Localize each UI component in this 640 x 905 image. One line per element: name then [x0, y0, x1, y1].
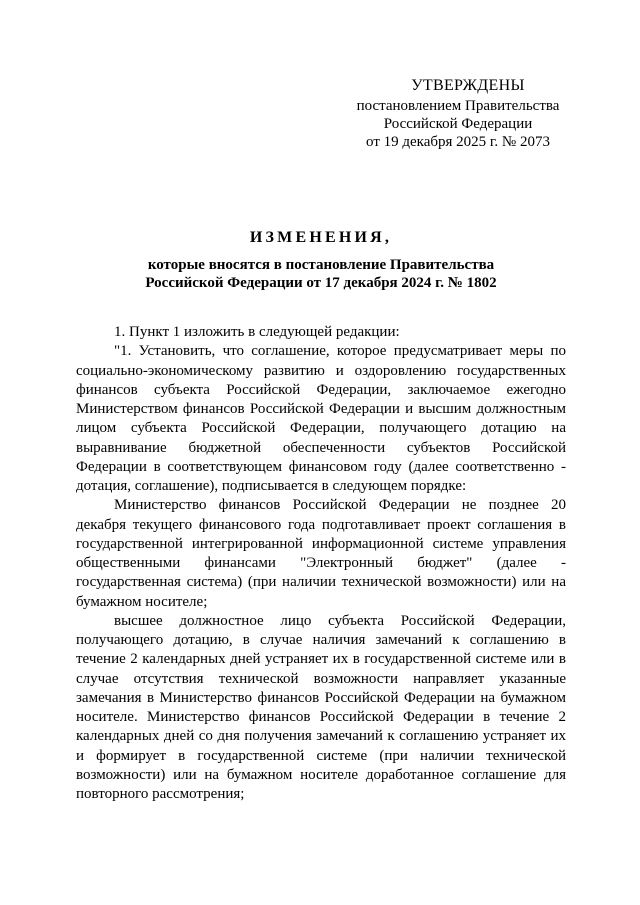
approval-line: Российской Федерации: [383, 116, 533, 132]
body-paragraph: высшее должностное лицо субъекта Российской Федерации, получающего дотацию, в случае наличия замечаний к соглашению в течение 2 календарных дней устраняет их в государственной системе или в случае отсутствия технической возможности направляет указанные замечания в Министерство финансов Российской Федерации на бумажном носителе. Министерство финансов Российской Федерации в течение 2 календарных дней со дня получения замечаний к соглашению устраняет их и формирует в государственной системе (при наличии технической возможности) или на бумажном носителе доработанное соглашение для повторного рассмотрения;: [76, 612, 566, 802]
body-paragraph: 1. Пункт 1 изложить в следующей редакции:: [114, 324, 400, 340]
body-paragraph: Министерство финансов Российской Федерации не позднее 20 декабря текущего финансового года подготавливает проект соглашения в государственной интегрированной информационной системе управления общественными финансами "Электронный бюджет" (далее - государственная система) (при наличии технической возможности) или на бумажном носителе;: [76, 497, 566, 610]
document-body: [76, 323, 566, 804]
document-subtitle-line: Российской Федерации от 17 декабря 2024 г. № 1802: [145, 275, 497, 291]
approval-block: [338, 77, 578, 151]
document-heading: [76, 229, 566, 292]
approval-line: постановлением Правительства: [356, 98, 560, 114]
document-subtitle-line: которые вносятся в постановление Правительства: [147, 257, 495, 273]
approval-stamp-title: УТВЕРЖДЕНЫ: [411, 77, 525, 94]
document-title: ИЗМЕНЕНИЯ,: [249, 229, 393, 246]
body-paragraph: "1. Установить, что соглашение, которое предусматривает меры по социально-экономическому развитию и оздоровлению государственных финансов субъекта Российской Федерации, заключаемое ежегодно Министерством финансов Российской Федерации и высшим должностным лицом субъекта Российской Федерации, получающего дотацию на выравнивание бюджетной обеспеченности субъектов Российской Федерации в соответствующем финансовом году (далее соответственно - дотация, соглашение), подписывается в следующем порядке:: [76, 343, 566, 494]
approval-date-line: от 19 декабря 2025 г. № 2073: [366, 134, 550, 150]
